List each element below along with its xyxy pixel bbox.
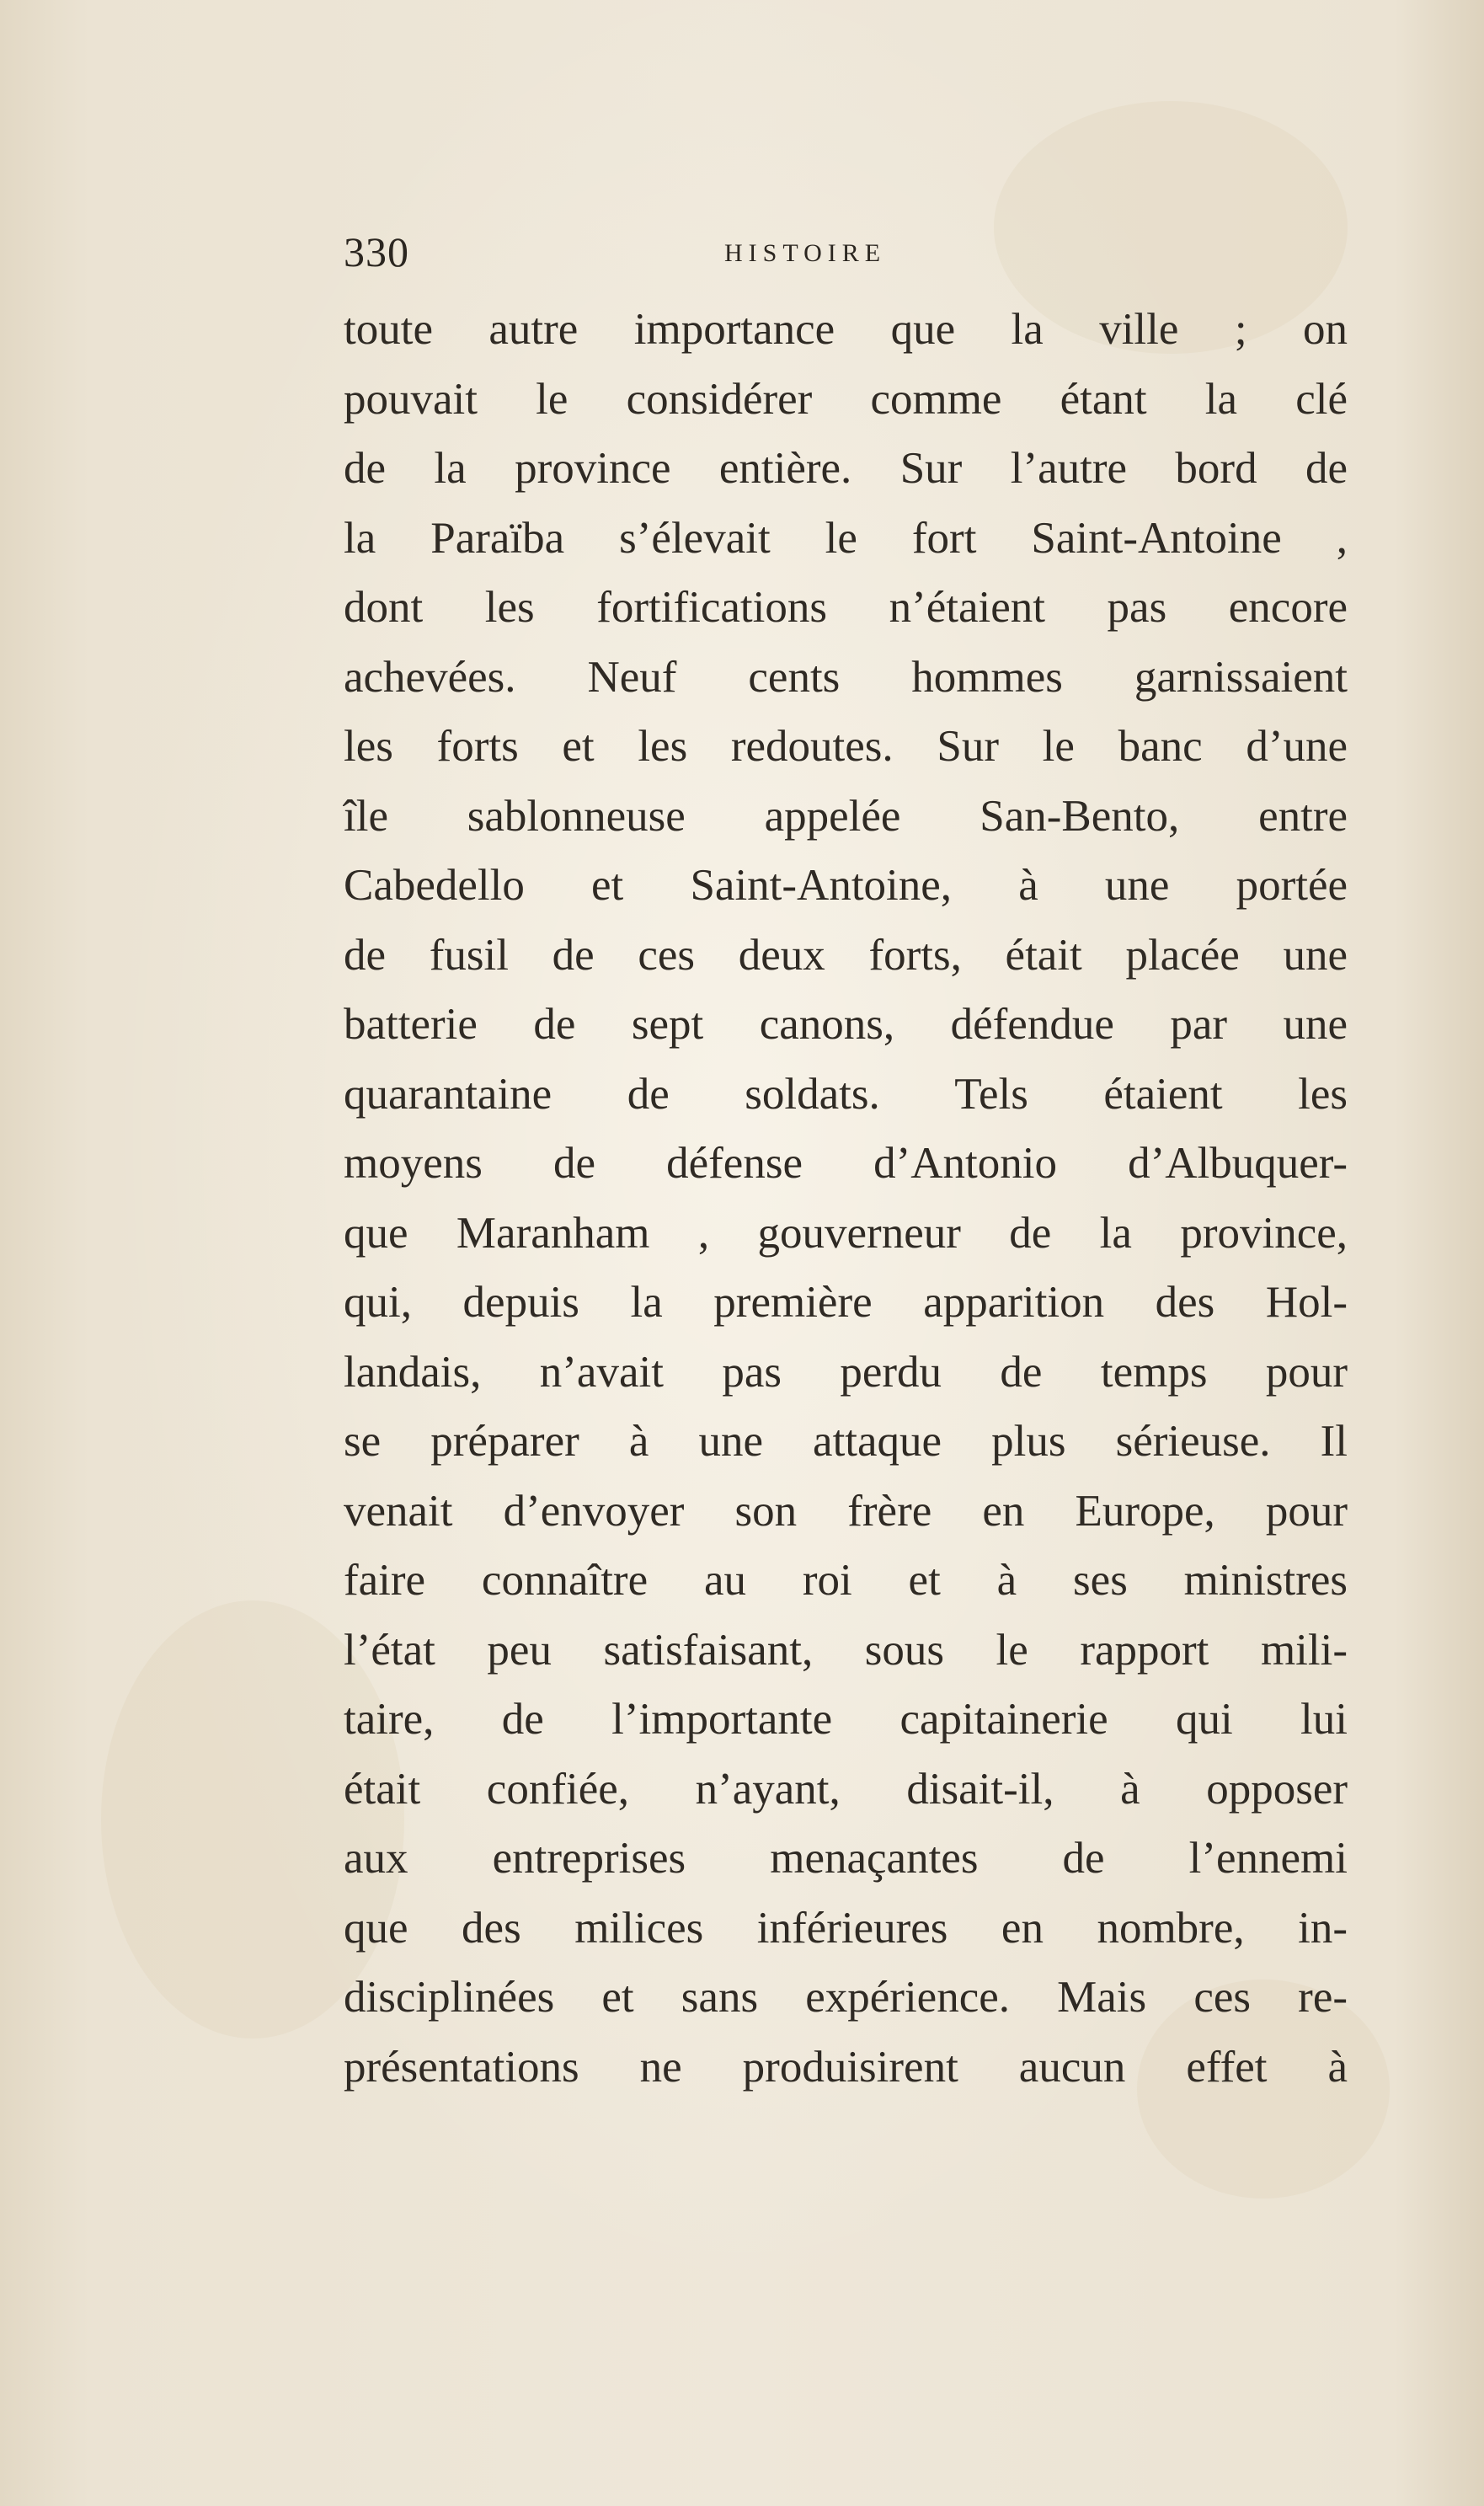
text-line: achevées. Neuf cents hommes garnissaient (344, 652, 1348, 702)
running-head: HISTOIRE (724, 239, 887, 267)
text-line: qui, depuis la première apparition des Hol- (344, 1278, 1348, 1327)
text-line: de fusil de ces deux forts, était placée une (344, 930, 1348, 980)
text-line: disciplinées et sans expérience. Mais ces re- (344, 1973, 1348, 2022)
text-line: venait d’envoyer son frère en Europe, pour (344, 1486, 1348, 1536)
text-line: était confiée, n’ayant, disait-il, à opposer (344, 1764, 1348, 1814)
text-line: quarantaine de soldats. Tels étaient les (344, 1069, 1348, 1119)
text-line: faire connaître au roi et à ses ministres (344, 1556, 1348, 1605)
text-line: moyens de défense d’Antonio d’Albuquer- (344, 1139, 1348, 1188)
text-line: Cabedello et Saint-Antoine, à une portée (344, 861, 1348, 910)
text-line: pouvait le considérer comme étant la clé (344, 374, 1348, 424)
text-line: île sablonneuse appelée San-Bento, entre (344, 791, 1348, 841)
text-line: batterie de sept canons, défendue par une (344, 1000, 1348, 1049)
text-line: de la province entière. Sur l’autre bord de (344, 444, 1348, 493)
text-line: que Maranham , gouverneur de la province, (344, 1208, 1348, 1258)
text-line: taire, de l’importante capitainerie qui lui (344, 1695, 1348, 1744)
page-header (344, 227, 1354, 295)
text-line: dont les fortifications n’étaient pas encore (344, 583, 1348, 632)
text-line: présentations ne produisirent aucun effet à (344, 2042, 1348, 2092)
text-line: l’état peu satisfaisant, sous le rapport mili- (344, 1625, 1348, 1675)
page-number: 330 (344, 228, 409, 275)
text-line: que des milices inférieures en nombre, in- (344, 1903, 1348, 1953)
text-line: landais, n’avait pas perdu de temps pour (344, 1347, 1348, 1397)
text-line: toute autre importance que la ville ; on (344, 305, 1348, 354)
text-line: se préparer à une attaque plus sérieuse. Il (344, 1417, 1348, 1466)
text-line: les forts et les redoutes. Sur le banc d’une (344, 722, 1348, 771)
body-text (344, 295, 1348, 2102)
text-line: la Paraïba s’élevait le fort Saint-Antoine , (344, 513, 1348, 563)
text-line: aux entreprises menaçantes de l’ennemi (344, 1834, 1348, 1883)
